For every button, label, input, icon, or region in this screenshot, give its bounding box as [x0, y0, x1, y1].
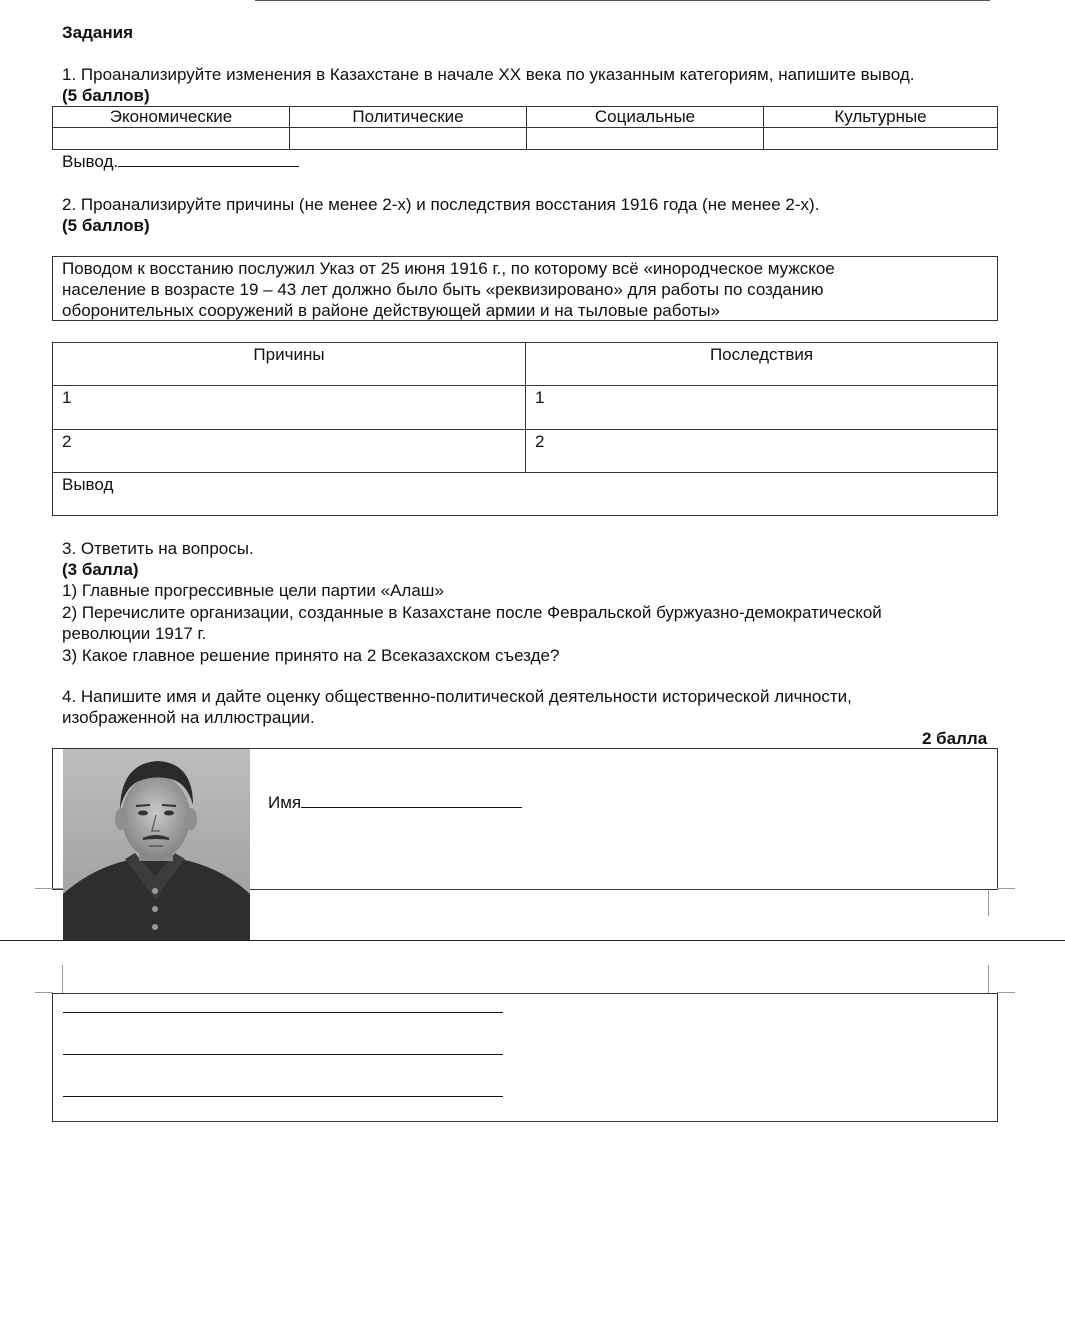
- task3-question-1: 1) Главные прогрессивные цели партии «Алаш»: [62, 581, 444, 600]
- col-economic: Экономические: [53, 107, 290, 128]
- task1-table: [52, 106, 998, 150]
- political-answer-cell[interactable]: [290, 128, 527, 150]
- task1-conclusion: [62, 151, 299, 172]
- page-edge-tick: [988, 889, 989, 916]
- task1-points: (5 баллов): [62, 86, 150, 105]
- task2-text: 2. Проанализируйте причины (не менее 2-х) и последствия восстания 1916 года (не менее 2-х).: [62, 195, 820, 214]
- task3-question-2: 2) Перечислите организации, созданные в Казахстане после Февральской буржуазно-демократической: [62, 603, 882, 622]
- quote-line: оборонительных сооружений в районе действующей армии и на тыловые работы»: [62, 301, 721, 320]
- row-number: 1: [62, 388, 72, 407]
- cultural-answer-cell[interactable]: [764, 128, 998, 150]
- col-consequences: Последствия: [526, 343, 998, 386]
- task4-name-field: [268, 792, 522, 813]
- col-political: Политические: [290, 107, 527, 128]
- page-title: Задания: [62, 23, 133, 42]
- quote-line: население в возрасте 19 – 43 лет должно было быть «реквизировано» для работы по созданию: [62, 280, 824, 299]
- quote-line: Поводом к восстанию послужил Указ от 25 июня 1916 г., по которому всё «инородческое мужское: [62, 259, 835, 278]
- top-rule: [255, 0, 990, 1]
- page-edge-line: [997, 888, 1015, 889]
- page-break-line: [0, 940, 1065, 941]
- row-number: 2: [62, 432, 72, 451]
- task1-conclusion-label: Вывод.: [62, 152, 119, 171]
- social-answer-cell[interactable]: [527, 128, 764, 150]
- task2-points: (5 баллов): [62, 216, 150, 235]
- page-edge-line: [35, 992, 53, 993]
- consequence-1-cell[interactable]: [526, 386, 998, 430]
- task2-conclusion-cell[interactable]: [53, 473, 998, 516]
- task3-text: 3. Ответить на вопросы.: [62, 539, 254, 558]
- answer-blank-line[interactable]: [63, 1054, 503, 1055]
- task4-name-label: Имя: [268, 793, 302, 812]
- cause-2-cell[interactable]: [53, 430, 526, 473]
- answer-blank-line[interactable]: [63, 1012, 503, 1013]
- col-social: Социальные: [527, 107, 764, 128]
- task4-points: 2 балла: [922, 729, 988, 748]
- task2-quote-box: [52, 256, 998, 321]
- task1-text: 1. Проанализируйте изменения в Казахстане в начале XX века по указанным категориям, напишите вывод.: [62, 65, 915, 84]
- task1-conclusion-blank[interactable]: [118, 166, 299, 167]
- portrait-image: [63, 749, 250, 940]
- row-number: 2: [535, 432, 545, 451]
- portrait-svg: [63, 749, 250, 940]
- row-number: 1: [535, 388, 545, 407]
- col-causes: Причины: [53, 343, 526, 386]
- task3-points: (3 балла): [62, 560, 139, 579]
- cause-1-cell[interactable]: [53, 386, 526, 430]
- page-edge-tick: [988, 965, 989, 993]
- page-edge-tick: [62, 965, 63, 993]
- task4-name-blank[interactable]: [301, 807, 522, 808]
- consequence-2-cell[interactable]: [526, 430, 998, 473]
- answer-blank-line[interactable]: [63, 1096, 503, 1097]
- task3-question-2-cont: революции 1917 г.: [62, 624, 207, 643]
- task4-text: 4. Напишите имя и дайте оценку общественно-политической деятельности исторической личности,: [62, 687, 852, 706]
- task2-table: [52, 342, 998, 516]
- task4-text-cont: изображенной на иллюстрации.: [62, 708, 315, 727]
- col-cultural: Культурные: [764, 107, 998, 128]
- task2-conclusion-label: Вывод: [62, 475, 114, 494]
- economic-answer-cell[interactable]: [53, 128, 290, 150]
- task3-question-3: 3) Какое главное решение принято на 2 Всеказахском съезде?: [62, 646, 560, 665]
- page-edge-line: [997, 992, 1015, 993]
- page-edge-line: [35, 888, 63, 889]
